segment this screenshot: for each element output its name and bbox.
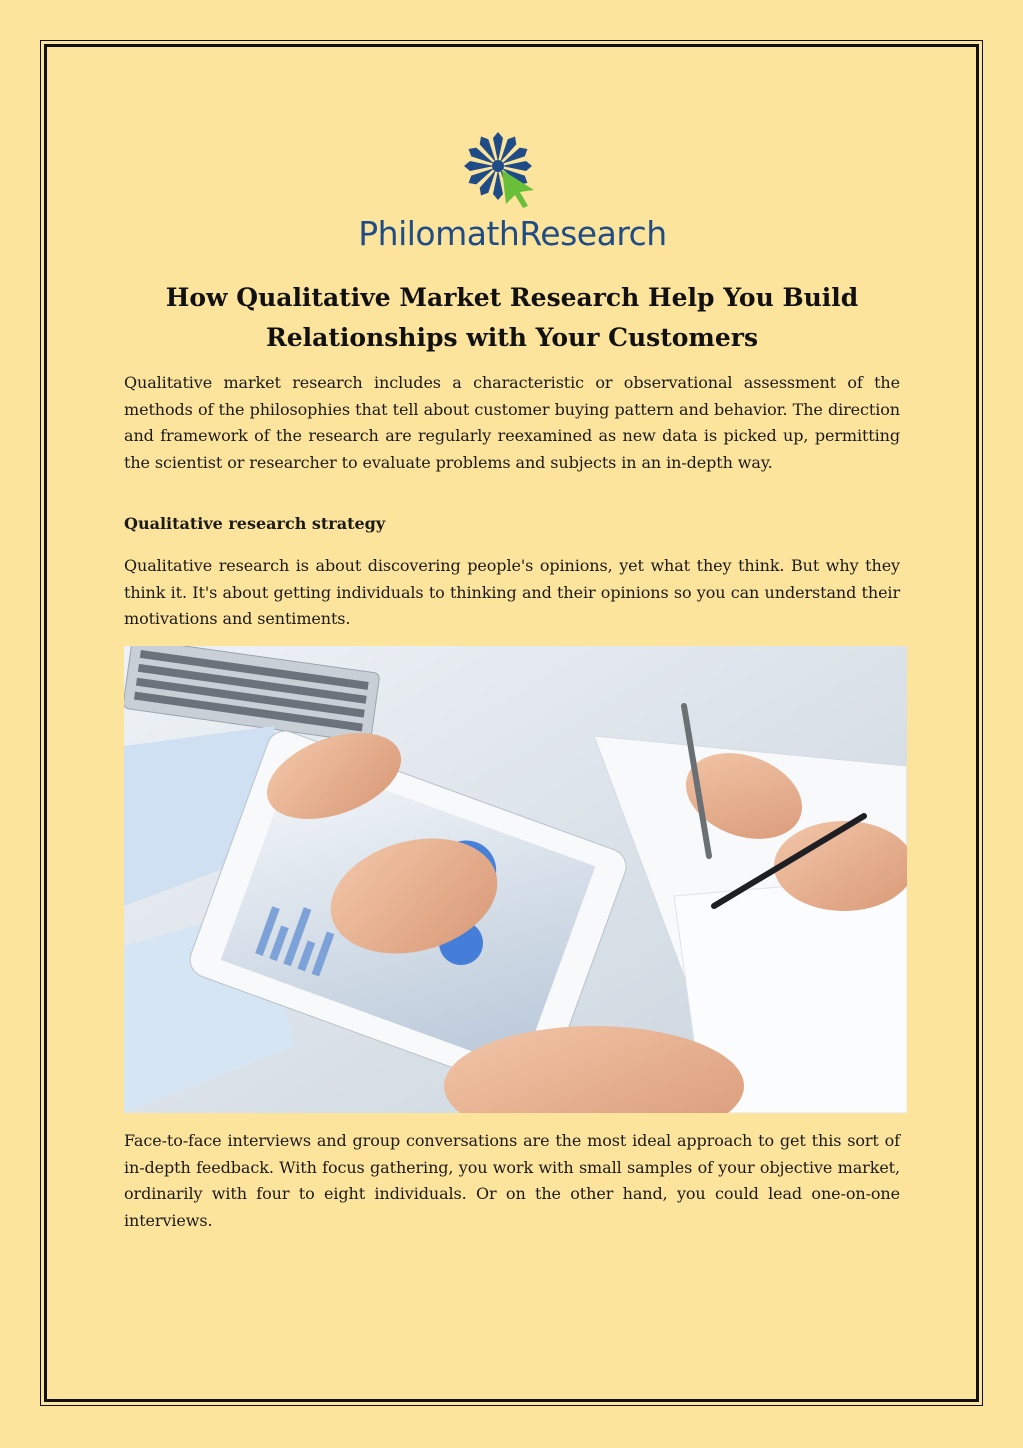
article-title: How Qualitative Market Research Help You Build Relationships with Your Customers [165, 283, 859, 352]
section-heading: Qualitative research strategy [124, 514, 386, 533]
business-meeting-illustration [124, 646, 907, 1113]
compass-flower-cursor-logo-icon [460, 130, 542, 212]
brand-name: PhilomathResearch [358, 214, 667, 253]
closing-paragraph: Face-to-face interviews and group conversations are the most ideal approach to get this sort of in-depth feedback. With focus gathering, you work with small samples of your objective market, ordinarily with four to eight individuals. Or on the other hand, you could lead one-on-one interviews. [124, 1131, 900, 1230]
intro-paragraph: Qualitative market research includes a characteristic or observational assessment of the methods of the philosophies that tell about customer buying pattern and behavior. The direction and framework of the research are regularly reexamined as new data is picked up, permitting the scientist or researcher to evaluate problems and subjects in an in-depth way. [124, 373, 900, 472]
section-paragraph: Qualitative research is about discovering people's opinions, yet what they think. But why they think it. It's about getting individuals to thinking and their opinions so you can understand their motivations and sentiments. [124, 556, 900, 628]
philomath-research-logo [340, 130, 685, 255]
business-meeting-photo [124, 646, 907, 1113]
